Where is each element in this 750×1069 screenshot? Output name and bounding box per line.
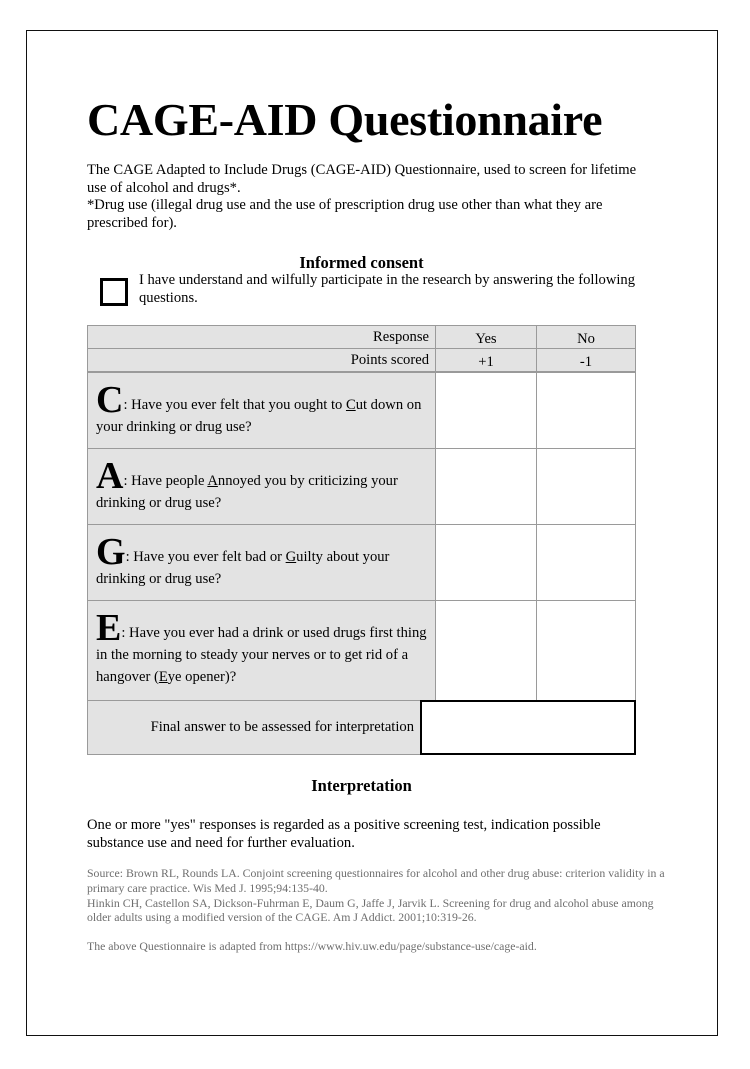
table-header-row-points	[87, 349, 636, 373]
interpretation-heading: Interpretation	[311, 776, 412, 795]
interpretation-text: One or more "yes" responses is regarded as a positive screening test, indication possible substance use and need for further evaluation.	[87, 817, 601, 851]
question-a-no-cell[interactable]	[536, 448, 636, 525]
source-reference-2: Hinkin CH, Castellon SA, Dickson-Fuhrman E, Daum G, Jaffe J, Jarvik L. Screening for drug and alcohol abuse among older adults using a modified version of the CAGE. Am J Addict. 2001;10:319-26.	[87, 895, 654, 925]
question-row-c	[87, 373, 636, 449]
no-points-value: -1	[536, 348, 636, 372]
question-e-text: E: Have you ever had a drink or used drugs first thing in the morning to steady your nerves or to get rid of a hangover (Eye opener)?	[87, 600, 436, 701]
question-letter: G	[96, 531, 126, 573]
sources-section	[87, 866, 667, 954]
source-reference-1: Source: Brown RL, Rounds LA. Conjoint screening questionnaires for alcohol and other drug abuse: criterion validity in a primary care practice. Wis Med J. 1995;94:135-40.	[87, 866, 665, 895]
final-answer-label: Final answer to be assessed for interpretation	[87, 700, 421, 755]
final-answer-row	[87, 701, 636, 755]
intro-text	[87, 162, 657, 232]
questionnaire-table	[87, 325, 636, 755]
adapted-from-note: The above Questionnaire is adapted from https://www.hiv.uw.edu/page/substance-use/cage-aid.	[87, 939, 537, 954]
question-e-no-cell[interactable]	[536, 600, 636, 701]
question-letter: E	[96, 607, 122, 649]
consent-heading: Informed consent	[299, 253, 424, 272]
consent-checkbox[interactable]	[100, 278, 128, 306]
question-g-yes-cell[interactable]	[435, 524, 537, 601]
question-a-yes-cell[interactable]	[435, 448, 537, 525]
question-row-e	[87, 601, 636, 701]
question-a-text: A: Have people Annoyed you by criticizing your drinking or drug use?	[87, 448, 436, 525]
points-header-label: Points scored	[87, 348, 436, 372]
question-c-text: C: Have you ever felt that you ought to Cut down on your drinking or drug use?	[87, 372, 436, 449]
question-row-a	[87, 449, 636, 525]
table-header-row-response	[87, 325, 636, 349]
question-e-yes-cell[interactable]	[435, 600, 537, 701]
yes-points-value: +1	[435, 348, 537, 372]
question-g-text: G: Have you ever felt bad or Guilty about your drinking or drug use?	[87, 524, 436, 601]
question-c-yes-cell[interactable]	[435, 372, 537, 449]
response-header-label: Response	[87, 325, 436, 349]
yes-column-header: Yes	[435, 325, 537, 349]
intro-description: The CAGE Adapted to Include Drugs (CAGE-AID) Questionnaire, used to screen for lifetime use of alcohol and drugs*.	[87, 162, 637, 196]
consent-text: I have understand and wilfully participate in the research by answering the following questions.	[139, 272, 636, 306]
final-answer-box[interactable]	[420, 700, 636, 755]
question-c-no-cell[interactable]	[536, 372, 636, 449]
page-title: CAGE-AID Questionnaire	[87, 94, 603, 145]
no-column-header: No	[536, 325, 636, 349]
intro-footnote: *Drug use (illegal drug use and the use of prescription drug use other than what they are prescribed for).	[87, 197, 603, 231]
question-letter: A	[96, 455, 124, 497]
question-row-g	[87, 525, 636, 601]
question-letter: C	[96, 379, 124, 421]
question-g-no-cell[interactable]	[536, 524, 636, 601]
